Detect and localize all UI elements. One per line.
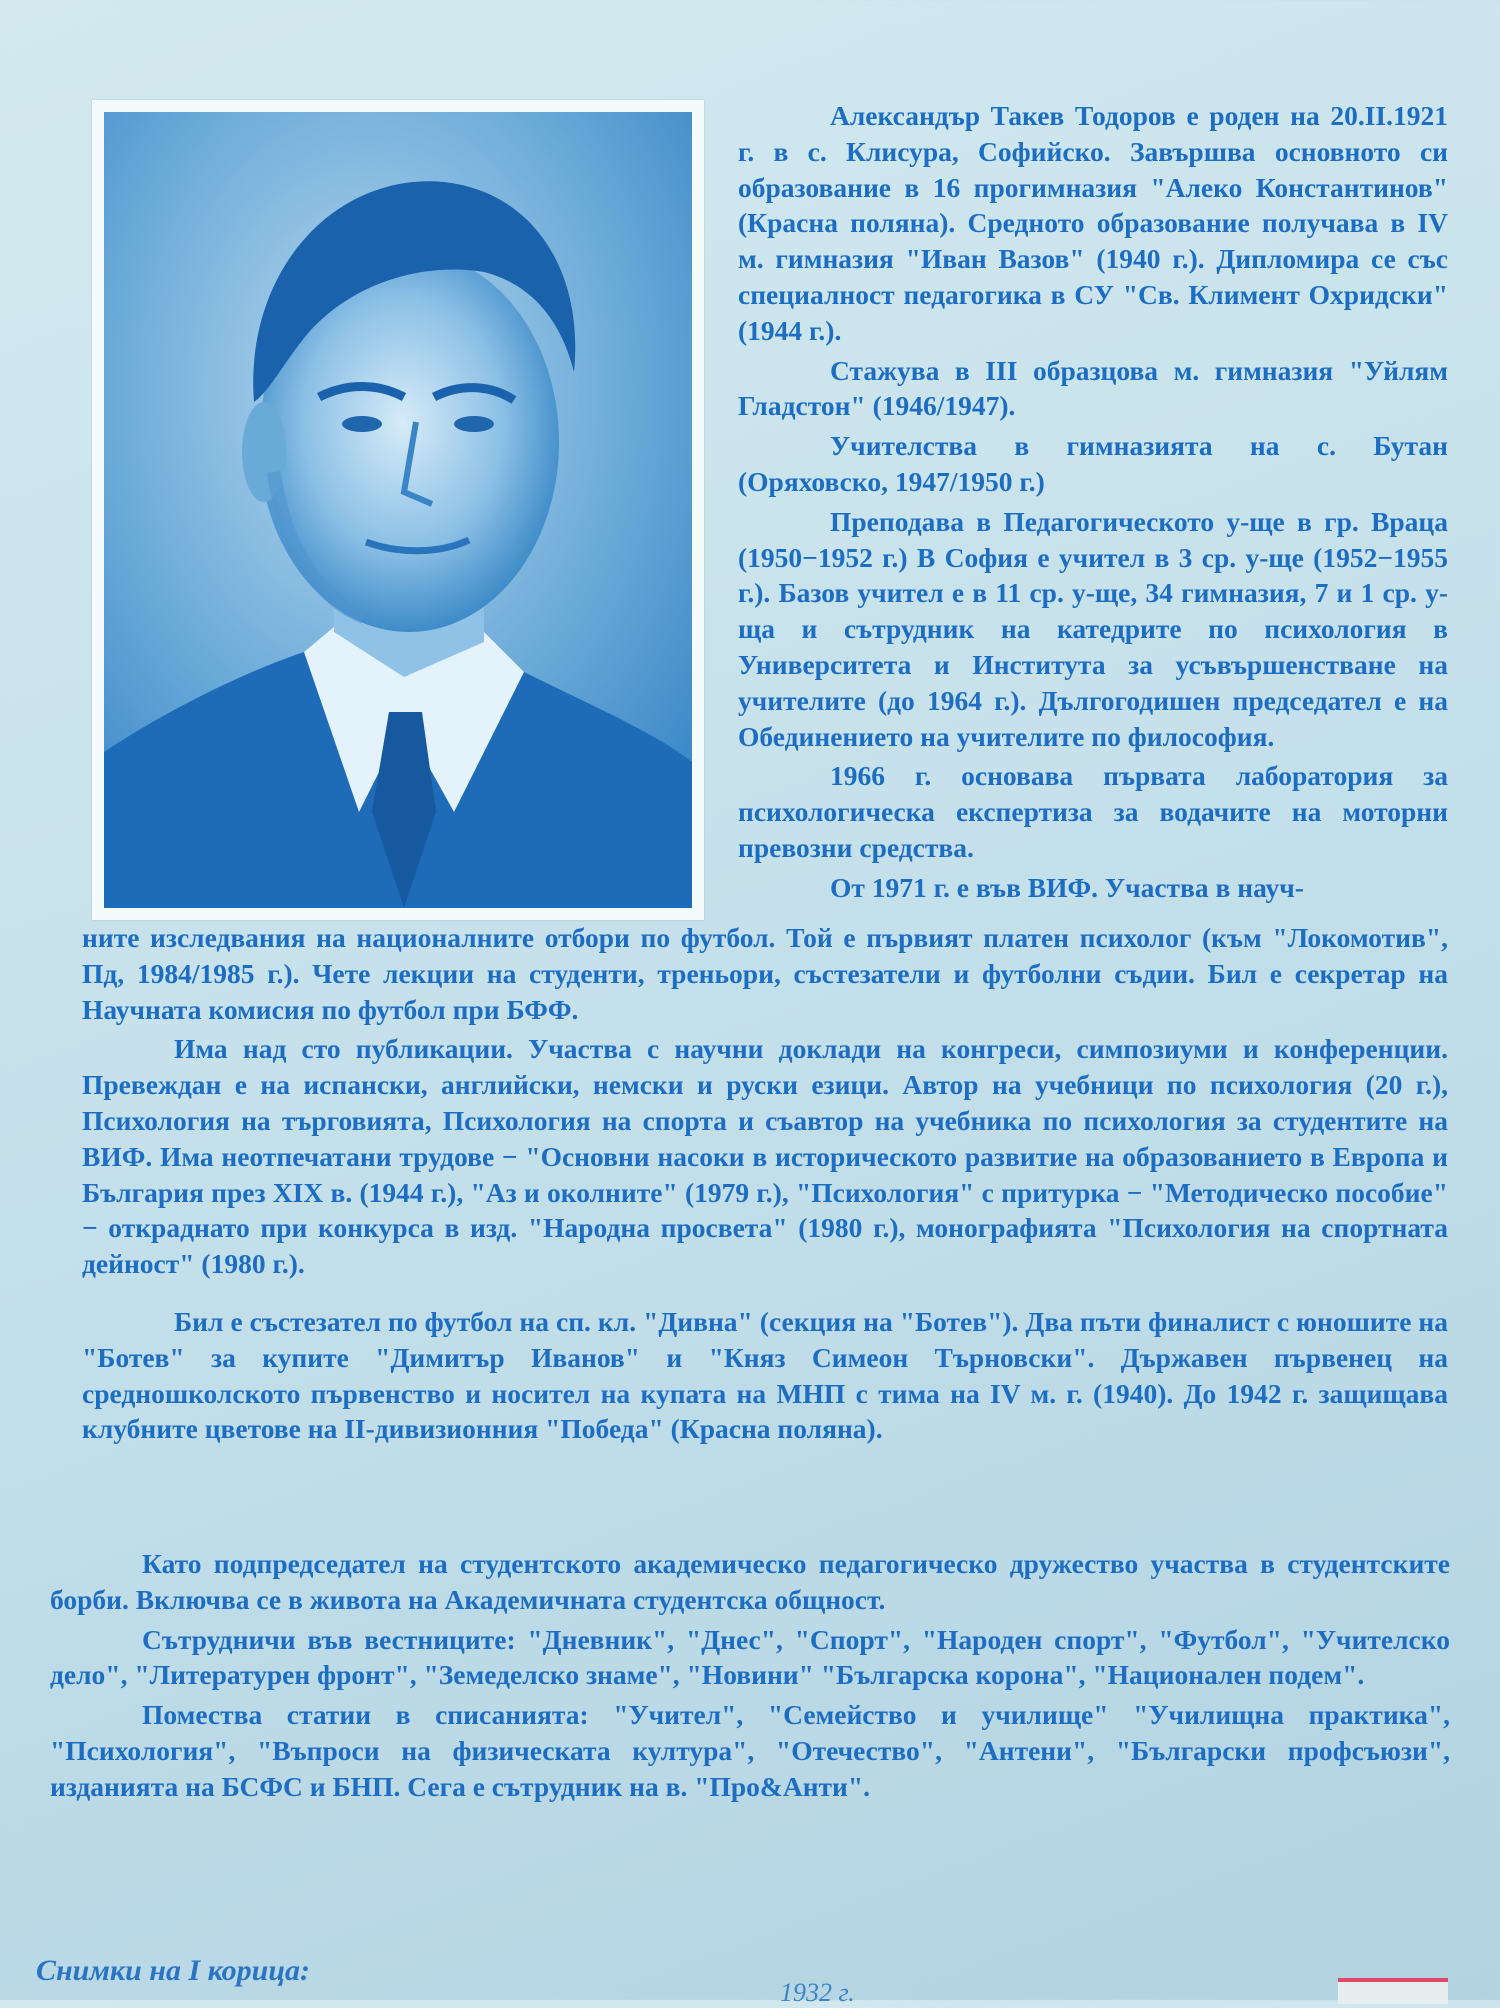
bio-paragraph: 1966 г. основава първата лаборатория за психологическа експертиза за водачите на моторни превозни средства. [738,760,1448,863]
bio-paragraph: От 1971 г. е във ВИФ. Участва в науч- [830,871,1304,903]
bio-paragraph: Преподава в Педагогическото у-ще в гр. Враца (1950−1952 г.) В София е учител в 3 ср. у-ще (1952−1955 г.). Базов учител е в 11 ср. у-ще, 34 гимназия, 7 и 1 ср. у-ща и сътрудник на катедрите по психология в Университета и Института за усъвършенстване на учителите (до 1964 г.). Дългогодишен председател е на Обединението на учителите по философия. [738,505,1448,752]
bio-paragraph: Стажува в III образцова м. гимназия "Уйлям Гладстон" (1946/1947). [738,354,1448,422]
bio-paragraph: Има над сто публикации. Участва с научни доклади на конгреси, симпозиуми и конференции. Превеждан е на испански, английски, немски и руски езици. Автор на учебници по психология (20 г.), Психология на търговията, Психология на спорта и съавтор на учебника по психология за студентите на ВИФ. Има неотпечатани трудове − "Основни насоки в историческото развитие на образованието в Европа и България през XIX в. (1944 г.), "Аз и околните" (1979 г.), "Психология" с притурка − "Методическо пособие" − откраднато при конкурса в изд. "Народна просвета" (1980 г.), монографията "Психология на спортната дейност" (1980 г.). [82,1033,1448,1280]
cover-photos-caption-continued: 1932 г. [780,1978,855,2007]
bio-paragraph: Като подпредседател на студентското академическо педагогическо дружество участва в студентските борби. Включва се в живота на Академичната студентска общност. [50,1548,1450,1615]
bio-paragraph: Бил е състезател по футбол на сп. кл. "Дивна" (секция на "Ботев"). Два пъти финалист с юношите на "Ботев" за купите "Димитър Иванов" и "Княз Симеон Търновски". Държавен първенец на средношколското първенство и носител на купата на МНП с тима на IV м. г. (1940). До 1942 г. защищава клубните цветове на II-дивизионния "Победа" (Красна поляна). [82,1305,1448,1445]
portrait-image [104,112,692,908]
price-sticker [1338,1978,1448,2004]
bio-paragraph: Учителства в гимназията на с. Бутан (Оряховско, 1947/1950 г.) [738,430,1448,497]
biography-lower-column [50,1546,1450,1805]
portrait-photo [92,100,704,920]
bio-paragraph: Сътрудничи във вестниците: "Дневник", "Днес", "Спорт", "Народен спорт", "Футбол", "Учителско дело", "Литературен фронт", "Земеделско знаме", "Новини" "Българска корона", "Национален подем". [50,1623,1450,1691]
bio-paragraph: Помества статии в списанията: "Учител", "Семейство и училище" "Училищна практика", "Психология", "Въпроси на физическата култура", "Отечество", "Антени", "Български профсъюзи", изданията на БСФС и БНП. Сега е сътрудник на в. "Про&Анти". [50,1699,1450,1802]
biography-wide-column [82,920,1448,1447]
cover-photos-caption: Снимки на I корица: [36,1954,311,1987]
bio-paragraph: Александър Такев Тодоров е роден на 20.II.1921 г. в с. Клисура, Софийско. Завършва основното си образование в 16 прогимназия "Алеко Константинов" (Красна поляна). Средното образование получава в IV м. гимназия "Иван Вазов" (1940 г.). Дипломира се със специалност педагогика в СУ "Св. Климент Охридски" (1944 г.). [738,100,1448,346]
biography-right-column [738,98,1448,906]
bio-paragraph: ните изследвания на националните отбори по футбол. Той е първият платен психолог (към "Локомотив", Пд, 1984/1985 г.). Чете лекции на студенти, треньори, състезатели и футболни съдии. Бил е секретар на Научната комисия по футбол при БФФ. [82,922,1448,1025]
